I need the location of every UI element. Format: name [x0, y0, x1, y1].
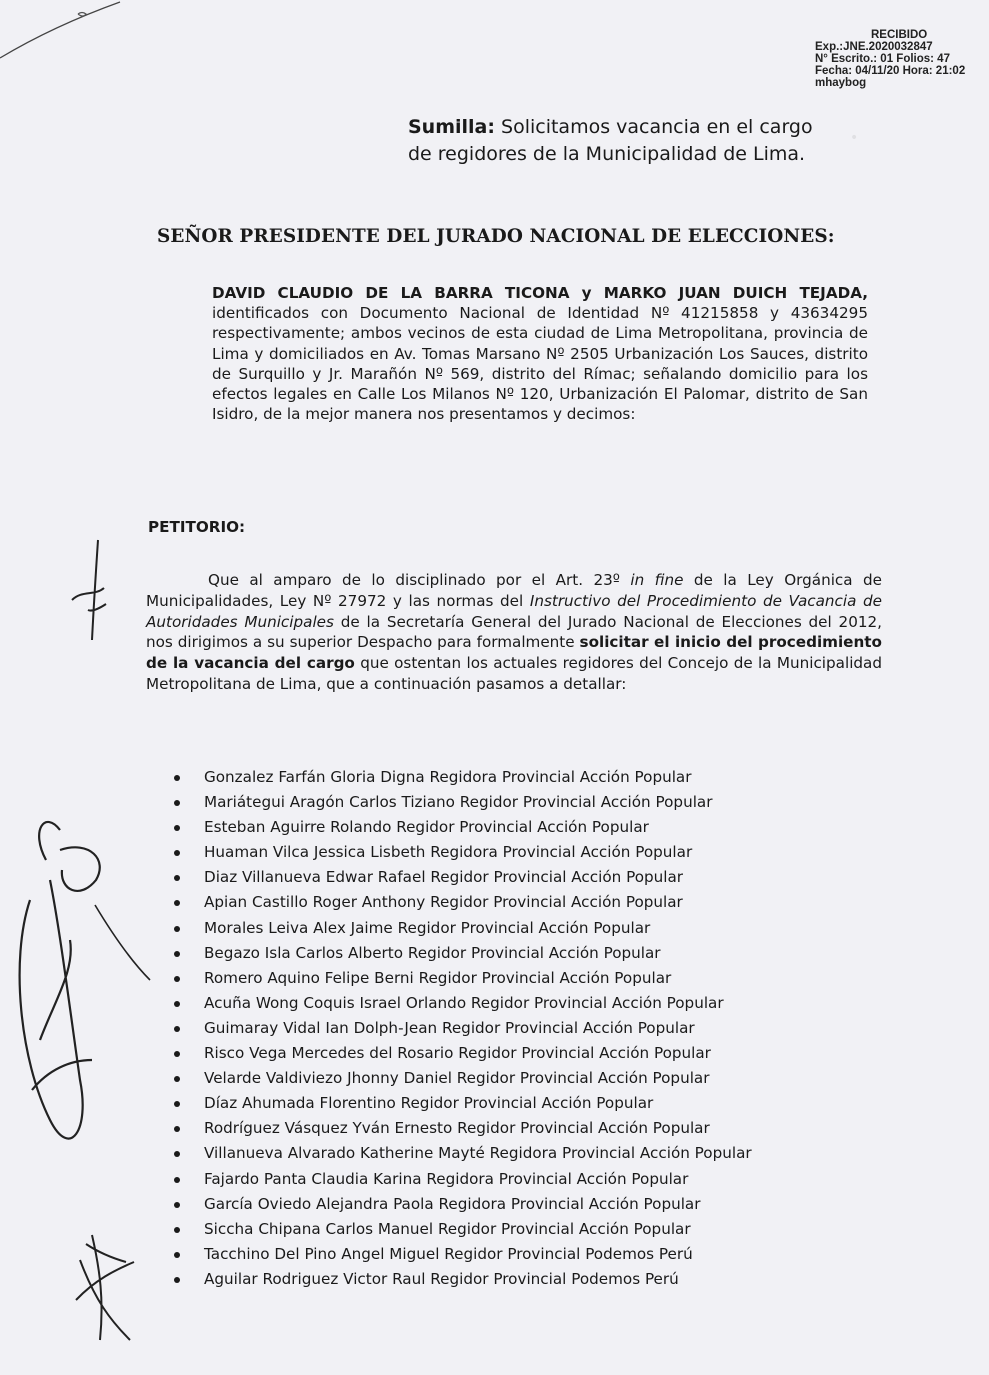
stamp-title: RECIBIDO — [871, 29, 928, 41]
sumilla-label: Sumilla: — [408, 116, 495, 138]
stamp-expediente: Exp.:JNE.2020032847 — [815, 41, 933, 53]
corner-mark — [0, 2, 120, 58]
list-item: Mariátegui Aragón Carlos Tiziano Regidor Provincial Acción Popular — [172, 790, 752, 815]
list-item: Huaman Vilca Jessica Lisbeth Regidora Provincial Acción Popular — [172, 840, 752, 865]
list-item: Villanueva Alvarado Katherine Mayté Regidora Provincial Acción Popular — [172, 1141, 752, 1166]
stamp-user: mhaybog — [815, 77, 867, 89]
sumilla-line-2: de regidores de la Municipalidad de Lima. — [408, 143, 806, 165]
petitorio-italic-2: Instructivo del Procedimiento de Vacancia de Autoridades Municipales — [146, 591, 882, 631]
petitorio-text-2: de la Ley Orgánica de Municipalidades, Ley Nº 27972 y las normas del — [146, 571, 882, 610]
list-item: Siccha Chipana Carlos Manuel Regidor Provincial Acción Popular — [172, 1217, 752, 1242]
list-item: Esteban Aguirre Rolando Regidor Provincial Acción Popular — [172, 815, 752, 840]
list-item: Romero Aquino Felipe Berni Regidor Provincial Acción Popular — [172, 966, 752, 991]
petitorio-text-3: de la Secretaría General del Jurado Nacional de Elecciones del 2012, nos dirigimos a su superior Despacho para formalmente — [146, 612, 883, 652]
signature-underline — [95, 905, 150, 980]
bleedthrough-text: • — [850, 130, 859, 146]
list-item: García Oviedo Alejandra Paola Regidora Provincial Acción Popular — [172, 1192, 752, 1217]
list-item: Díaz Ahumada Florentino Regidor Provincial Acción Popular — [172, 1091, 752, 1116]
petitorio-text-4: que ostentan los actuales regidores del Concejo de la Municipalidad Metropolitana de Lima, que a continuación pasamos a detallar: — [146, 654, 882, 693]
list-item: Fajardo Panta Claudia Karina Regidora Provincial Acción Popular — [172, 1167, 752, 1192]
petitorio-text-1: Que al amparo de lo disciplinado por el Art. 23º — [208, 571, 631, 589]
list-item: Apian Castillo Roger Anthony Regidor Provincial Acción Popular — [172, 890, 752, 915]
list-item: Guimaray Vidal Ian Dolph-Jean Regidor Provincial Acción Popular — [172, 1016, 752, 1041]
sumilla-line-1: Solicitamos vacancia en el cargo — [501, 116, 813, 138]
list-item: Risco Vega Mercedes del Rosario Regidor Provincial Acción Popular — [172, 1041, 752, 1066]
list-item: Acuña Wong Coquis Israel Orlando Regidor Provincial Acción Popular — [172, 991, 752, 1016]
petitorio-italic-1: in fine — [630, 571, 684, 589]
bottom-signature — [76, 1235, 134, 1340]
initial-signature — [72, 540, 106, 640]
list-item: Aguilar Rodriguez Victor Raul Regidor Provincial Podemos Perú — [172, 1267, 752, 1292]
intro-text: identificados con Documento Nacional de Identidad Nº 41215858 y 43634295 respectivamente; ambos vecinos de esta ciudad de Lima Metropolitana, provincia de Lima y domiciliados en Av. Tomas Marsano Nº 2505 Urbanización Los Sauces, distrito de Surquillo y Jr. Marañón Nº 569, distrito del Rímac; señalando domicilio para los efectos legales en Calle Los Milanos Nº 120, Urbanización El Palomar, distrito de San Isidro, de la mejor manera nos presentamos y decimos: — [212, 304, 868, 424]
petitioner-names: DAVID CLAUDIO DE LA BARRA TICONA y MARKO JUAN DUICH TEJADA, — [212, 284, 868, 302]
stamp-escrito: N° Escrito.: 01 Folios: 47 — [815, 53, 950, 65]
addressee-heading: SEÑOR PRESIDENTE DEL JURADO NACIONAL DE ELECCIONES: — [157, 226, 835, 247]
list-item: Begazo Isla Carlos Alberto Regidor Provincial Acción Popular — [172, 941, 752, 966]
petitorio-bold: solicitar el inicio del procedimiento de la vacancia del cargo — [146, 633, 882, 673]
list-item: Rodríguez Vásquez Yván Ernesto Regidor Provincial Acción Popular — [172, 1116, 752, 1141]
list-item: Velarde Valdiviezo Jhonny Daniel Regidor Provincial Acción Popular — [172, 1066, 752, 1091]
list-item: Gonzalez Farfán Gloria Digna Regidora Provincial Acción Popular — [172, 765, 752, 790]
petitorio-title: PETITORIO: — [148, 518, 246, 536]
list-item: Morales Leiva Alex Jaime Regidor Provincial Acción Popular — [172, 916, 752, 941]
list-item: Diaz Villanueva Edwar Rafael Regidor Provincial Acción Popular — [172, 865, 752, 890]
hole-mark — [78, 13, 86, 17]
list-item: Tacchino Del Pino Angel Miguel Regidor Provincial Podemos Perú — [172, 1242, 752, 1267]
main-signature — [20, 822, 100, 1139]
stamp-fecha: Fecha: 04/11/20 Hora: 21:02 — [815, 65, 966, 77]
